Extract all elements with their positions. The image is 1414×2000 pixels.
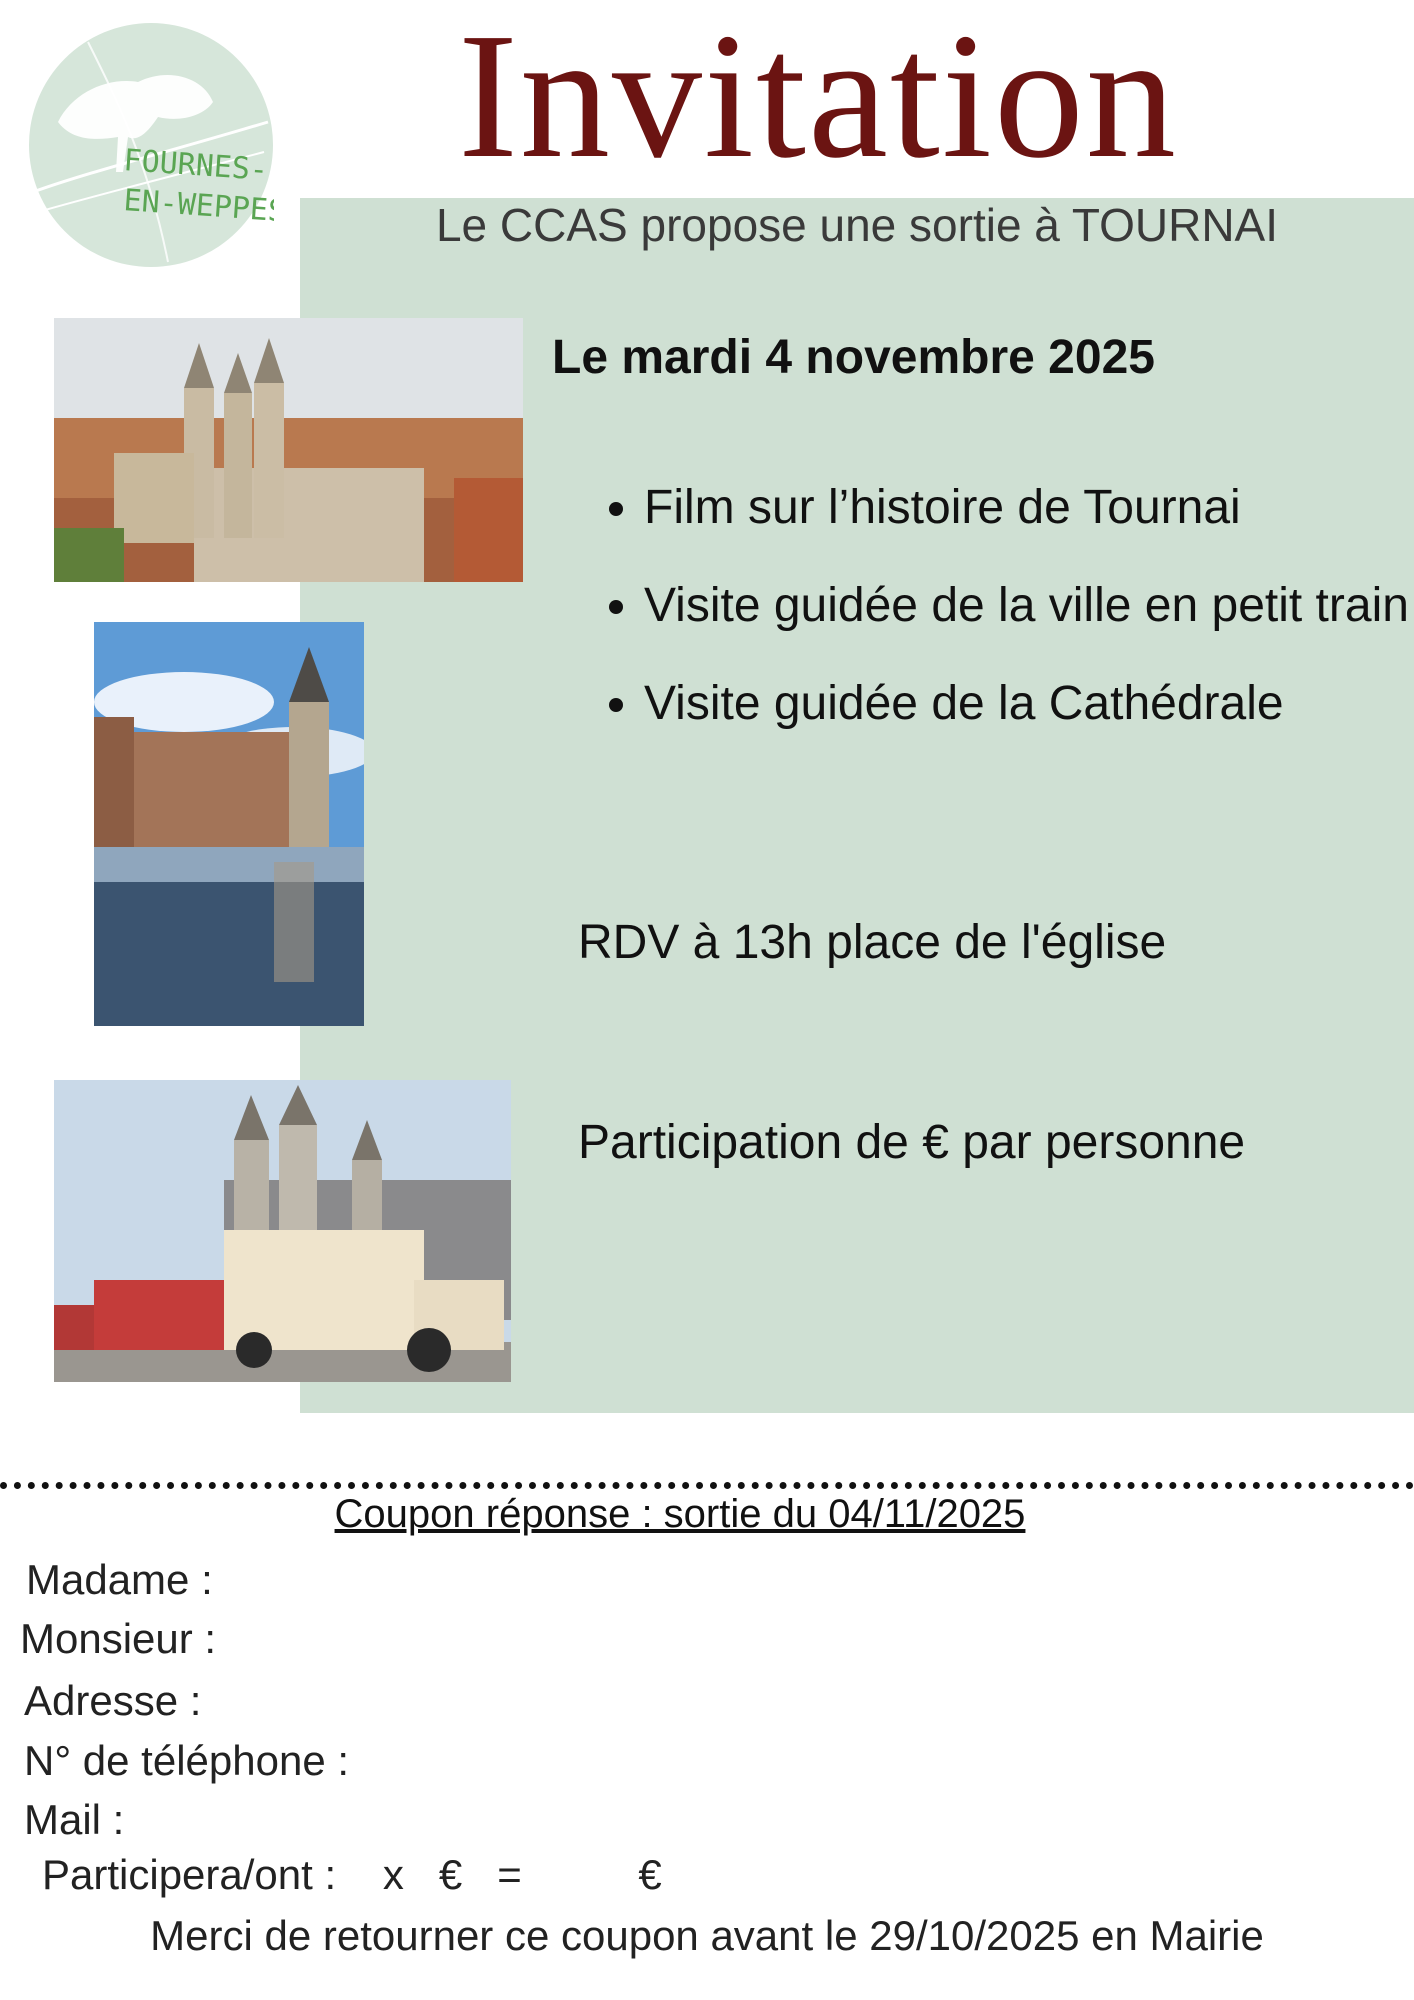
participation-fee: Participation de € par personne [578,1116,1246,1169]
coupon-title: Coupon réponse : sortie du 04/11/2025 [334,1492,1026,1536]
cathedral-aerial-photo [54,318,523,582]
field-mail: Mail : [24,1796,125,1843]
meeting-point: RDV à 13h place de l'église [578,916,1167,969]
tourist-train-photo [54,1080,511,1382]
field-monsieur: Monsieur : [20,1615,217,1662]
dotted-cut-line [0,1482,1414,1489]
page-subtitle: Le CCAS propose une sortie à TOURNAI [435,199,1279,251]
logo-text-line2: EN-WEPPES [122,183,274,230]
activities-list [580,475,1414,769]
field-adresse: Adresse : [24,1677,202,1724]
page-title: Invitation [458,0,1178,195]
fournes-en-weppes-logo [28,22,274,268]
logo-text-line1: FOURNES- [122,143,270,189]
list-item: • Visite guidée de la ville en petit train [644,573,1414,639]
belfry-square-photo [94,622,364,1026]
list-item: • Film sur l’histoire de Tournai [644,475,1414,541]
return-note: Merci de retourner ce coupon avant le 29/10/2025 en Mairie [150,1912,1264,1959]
field-madame: Madame : [26,1556,213,1603]
field-telephone: N° de téléphone : [24,1737,350,1784]
field-participera: Participera/ont : x € = € [42,1851,662,1898]
list-item: • Visite guidée de la Cathédrale [644,671,1414,737]
event-date: Le mardi 4 novembre 2025 [552,331,1155,384]
